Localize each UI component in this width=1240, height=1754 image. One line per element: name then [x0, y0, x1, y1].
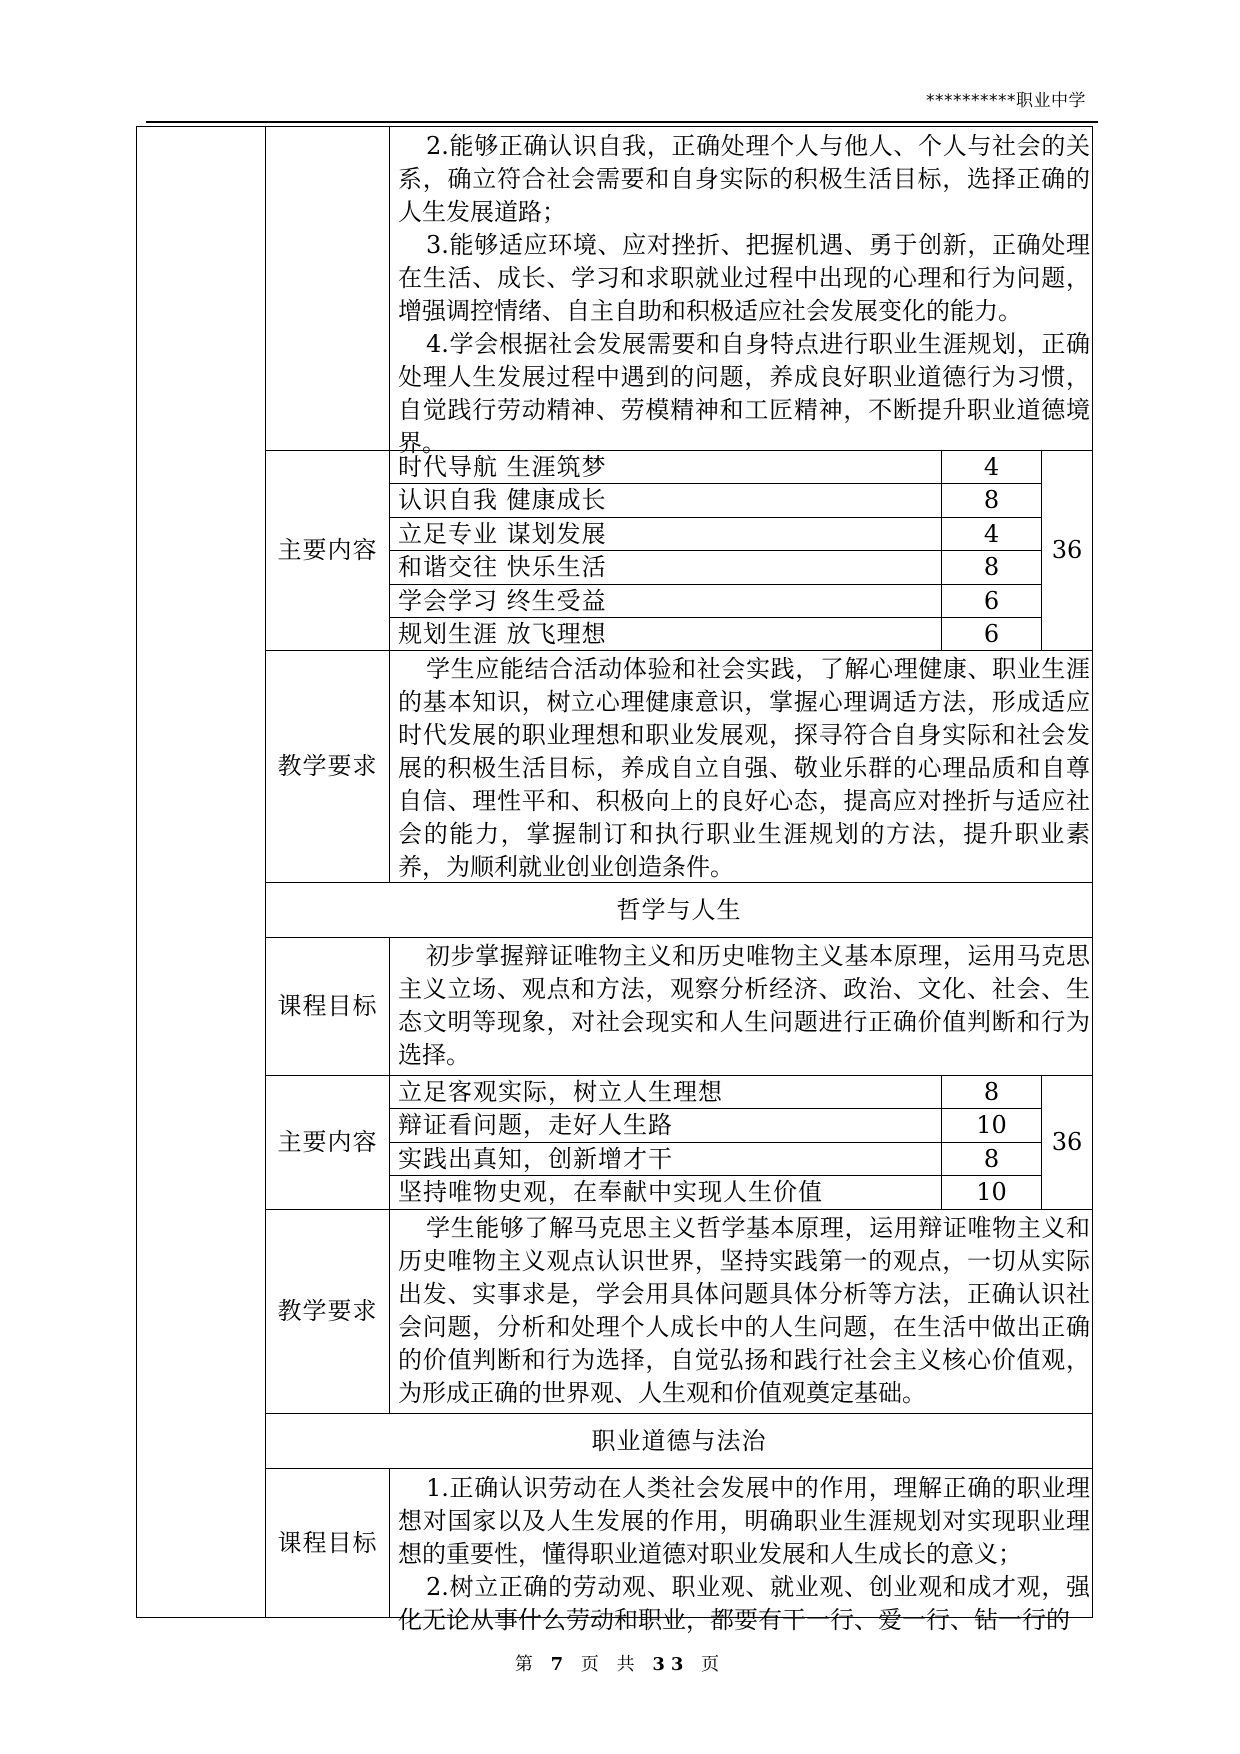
content-row-name: 立足客观实际，树立人生理想 [389, 1075, 942, 1109]
goal-item: 1.正确认识劳动在人类社会发展中的作用，理解正确的职业理想对国家以及人生发展的作用，明确职业生涯规划对实现职业理想的重要性，懂得职业道德对职业发展和人生成长的意义； [398, 1474, 1090, 1568]
section3-goal-label: 课程目标 [265, 1468, 390, 1618]
section3-title: 职业道德与法治 [265, 1413, 1093, 1469]
content-row-hours: 10 [941, 1175, 1042, 1210]
section2-requirements-cell [389, 1209, 1093, 1414]
content-row-hours: 10 [941, 1108, 1042, 1143]
content-row-hours: 8 [941, 1142, 1042, 1176]
goal-item: 3.能够适应环境、应对挫折、把握机遇、勇于创新，正确处理在生活、成长、学习和求职就业过程中出现的心理和行为问题，增强调控情绪、自主自助和积极适应社会发展变化的能力。 [398, 231, 1090, 325]
footer-prefix: 第 [514, 1654, 539, 1675]
table-left-column [136, 126, 266, 1618]
content-row-name: 规划生涯 放飞理想 [389, 617, 942, 651]
footer-total-pages: 33 [652, 1654, 690, 1675]
content-row-name: 坚持唯物史观，在奉献中实现人生价值 [389, 1175, 942, 1210]
requirements-text: 学生能够了解马克思主义哲学基本原理，运用辩证唯物主义和历史唯物主义观点认识世界，坚持实践第一的观点，一切从实际出发、实事求是，学会用具体问题具体分析等方法，正确认识社会问题，分析和处理个人成长中的人生问题，在生活中做出正确的价值判断和行为选择，自觉弘扬和践行社会主义核心价值观，为形成正确的世界观、人生观和价值观奠定基础。 [398, 1214, 1090, 1407]
section2-goals-cell [389, 937, 1093, 1076]
goals-text: 初步掌握辩证唯物主义和历史唯物主义基本原理，运用马克思主义立场、观点和方法，观察分析经济、政治、文化、社会、生态文明等现象，对社会现实和人生问题进行正确价值判断和行为选择。 [398, 942, 1090, 1069]
content-row-hours: 6 [941, 584, 1042, 618]
section2-req-label: 教学要求 [265, 1209, 390, 1414]
footer-middle: 页 共 [580, 1654, 641, 1675]
header-rule [146, 121, 1098, 123]
content-row-name: 和谐交往 快乐生活 [389, 550, 942, 585]
content-row-hours: 8 [941, 1075, 1042, 1109]
content-row-name: 认识自我 健康成长 [389, 483, 942, 518]
section1-total-hours: 36 [1041, 450, 1093, 651]
section2-title: 哲学与人生 [265, 882, 1093, 938]
section2-goal-label: 课程目标 [265, 937, 390, 1076]
content-row-hours: 4 [941, 517, 1042, 551]
content-row-name: 立足专业 谋划发展 [389, 517, 942, 551]
content-row-name: 辩证看问题，走好人生路 [389, 1108, 942, 1143]
content-row-name: 时代导航 生涯筑梦 [389, 450, 942, 484]
footer-page-number: 7 [550, 1654, 570, 1675]
goal-item: 2.树立正确的劳动观、职业观、就业观、创业观和成才观，强化无论从事什么劳动和职业，都要有干一行、爱一行、钻一行的 [398, 1573, 1090, 1634]
section1-req-label: 教学要求 [265, 650, 390, 883]
content-row-hours: 8 [941, 483, 1042, 518]
page-footer [0, 1650, 1240, 1676]
header-school-name: **********职业中学 [926, 91, 1086, 111]
content-row-name: 实践出真知，创新增才干 [389, 1142, 942, 1176]
goal-item: 2.能够正确认识自我，正确处理个人与他人、个人与社会的关系，确立符合社会需要和自身实际的积极生活目标，选择正确的人生发展道路； [398, 132, 1090, 226]
section1-requirements-cell [389, 650, 1093, 883]
section1-label-cell-top [265, 126, 390, 451]
section2-content-label: 主要内容 [265, 1075, 390, 1210]
section3-goals-cell [389, 1468, 1093, 1634]
requirements-text: 学生应能结合活动体验和社会实践，了解心理健康、职业生涯的基本知识，树立心理健康意识，掌握心理调适方法，形成适应时代发展的职业理想和职业发展观，探寻符合自身实际和社会发展的积极生活目标，养成自立自强、敬业乐群的心理品质和自尊自信、理性平和、积极向上的良好心态，提高应对挫折与适应社会的能力，掌握制订和执行职业生涯规划的方法，提升职业素养，为顺利就业创业创造条件。 [398, 655, 1090, 881]
footer-suffix: 页 [701, 1654, 726, 1675]
section1-content-label: 主要内容 [265, 450, 390, 651]
section1-goals-cell [389, 126, 1093, 457]
section2-total-hours: 36 [1041, 1075, 1093, 1210]
goal-item: 4.学会根据社会发展需要和自身特点进行职业生涯规划，正确处理人生发展过程中遇到的问题，养成良好职业道德行为习惯，自觉践行劳动精神、劳模精神和工匠精神，不断提升职业道德境界。 [398, 330, 1090, 457]
content-row-hours: 6 [941, 617, 1042, 651]
content-row-name: 学会学习 终生受益 [389, 584, 942, 618]
content-row-hours: 4 [941, 450, 1042, 484]
content-row-hours: 8 [941, 550, 1042, 585]
